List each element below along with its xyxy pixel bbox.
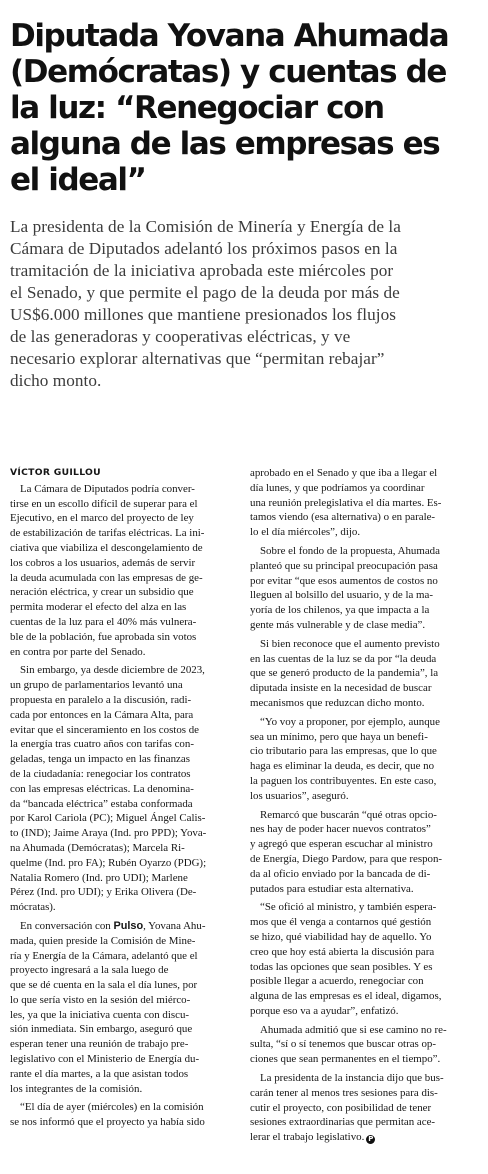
- inline-text: , Yovana Ahu- mada, quien preside la Comisión de Mine- ría y Energía de la Cámara, adelantó que el proyecto ingresará a la sala luego de que se dé cuenta en la sala el día lunes, por lo que sería visto en la sesión del miérco- les, ya que la iniciativa cuenta con discu- sión inmediata. Sin embargo, aseguró que esperan tener una reunión de trabajo pre- legislativo con el Ministerio de Energía du- rante el día martes, a la que asistan todos los integrantes de la comisión.: [10, 919, 206, 1095]
- publication-name: Pulso: [113, 919, 144, 932]
- body-paragraph: Ahumada admitió que si ese camino no re- sulta, “sí o sí tenemos que buscar otras op- ciones que sean permanentes en el tiempo”.: [250, 1023, 447, 1066]
- article: [10, 18, 478, 1144]
- article-body: [10, 466, 478, 1145]
- byline: VÍCTOR GUILLOU: [10, 467, 101, 478]
- end-mark-icon: P: [368, 1135, 374, 1144]
- right-column: [250, 466, 478, 1145]
- body-paragraph: La Cámara de Diputados podría conver- tirse en un escollo difícil de superar para el Ejecutivo, en el marco del proyecto de ley de estabilización de tarifas eléctricas. La ini- ciativa que viabiliza el descongelamiento de los cobros a los usuarios, además de servir la deuda acumulada con las empresas de ge- neración eléctrica, y crear un subsidio que permita moderar el efecto del alza en las cuentas de la luz para el 40% más vulnera- ble de la población, fue aprobada sin votos en contra por parte del Senado.: [10, 482, 205, 658]
- body-paragraph: “Yo voy a proponer, por ejemplo, aunque sea un mínimo, pero que haya un benefi- cio tributario para las empresas, que lo que haga es eliminar la deuda, es decir, que no la paguen los contribuyentes. En este caso, los usuarios”, aseguró.: [250, 715, 440, 802]
- inline-text: En conversación con: [20, 919, 111, 932]
- lede: La presidenta de la Comisión de Minería y Energía de la Cámara de Diputados adelantó los próximos pasos en la tramitación de la iniciativa aprobada este miércoles por el Senado, y que permite el pago de la deuda por más de US$6.000 millones que mantiene presionados los flujos de las generadoras y cooperativas eléctricas, y ve necesario explorar alternativas que “permitan rebajar” dicho monto.: [10, 217, 401, 390]
- body-paragraph: [10, 919, 238, 1097]
- inline-text: La presidenta de la instancia dijo que bus- carán tener al menos tres sesiones para dis- cutir el proyecto, con posibilidad de tener sesiones extraordinarias que permitan ace- lerar el trabajo legislativo.: [250, 1072, 444, 1144]
- body-paragraph: Sobre el fondo de la propuesta, Ahumada planteó que su principal preocupación pasa por evitar “que esos aumentos de costos no lleguen al bolsillo del usuario, y de la ma- yoría de los chilenos, ya que impacta a la gente más vulnerable y de clase media”.: [250, 544, 440, 631]
- body-paragraph: Si bien reconoce que el aumento previsto en las cuentas de la luz se da por “la deuda que se generó producto de la pandemia”, la diputada insiste en la necesidad de buscar mecanismos que reduzcan dicho monto.: [250, 637, 440, 709]
- body-paragraph: Remarcó que buscarán “qué otras opcio- nes hay de poder hacer nuevos contratos” y agregó que esperan escuchar al ministro de Energía, Diego Pardow, para que respon- da al oficio enviado por la bancada de di- putados para estudiar esta alternativa.: [250, 808, 443, 895]
- body-paragraph: Sin embargo, ya desde diciembre de 2023, un grupo de parlamentarios levantó una propuesta en paralelo a la discusión, radi- cada por entonces en la Cámara Alta, para evitar que el sinceramiento en los costos de la energía tras cuatro años con tarifas con- geladas, tenga un impacto en las finanzas de la ciudadanía: renegociar los contratos con las empresas eléctricas. La denomina- da “bancada eléctrica” estaba conformada por Karol Cariola (PC); Miguel Ángel Calis- to (IND); Jaime Araya (Ind. pro PPD); Yova- na Ahumada (Demócratas); Marcela Ri- quelme (Ind. pro FA); Rubén Oyarzo (PDG); Natalia Romero (Ind. pro UDI); Marlene Pérez (Ind. pro UDI); y Erika Olivera (De- mócratas).: [10, 664, 207, 914]
- left-column: [10, 466, 238, 1145]
- body-paragraph: “El día de ayer (miércoles) en la comisión se nos informó que el proyecto ya había sido: [10, 1101, 205, 1129]
- headline: Diputada Yovana Ahumada (Demócratas) y cuentas de la luz: “Renegociar con alguna de las empresas es el ideal”: [10, 18, 449, 198]
- body-paragraph: “Se ofició al ministro, y también espera- mos que él venga a contarnos qué gestión se hizo, qué viabilidad hay de aquello. Yo creo que hoy está abierta la discusión para todas las opciones que sean posibles. Y es posible llegar a acuerdo, renegociar con alguna de las empresas es el ideal, digamos, porque eso va a ayudar”, enfatizó.: [250, 901, 442, 1017]
- body-paragraph: [250, 1071, 478, 1145]
- body-paragraph: aprobado en el Senado y que iba a llegar el día lunes, y que podríamos ya coordinar una reunión prelegislativa el día martes. Es- tamos viendo (esa alternativa) o en parale- lo el día miércoles”, dijo.: [250, 467, 442, 539]
